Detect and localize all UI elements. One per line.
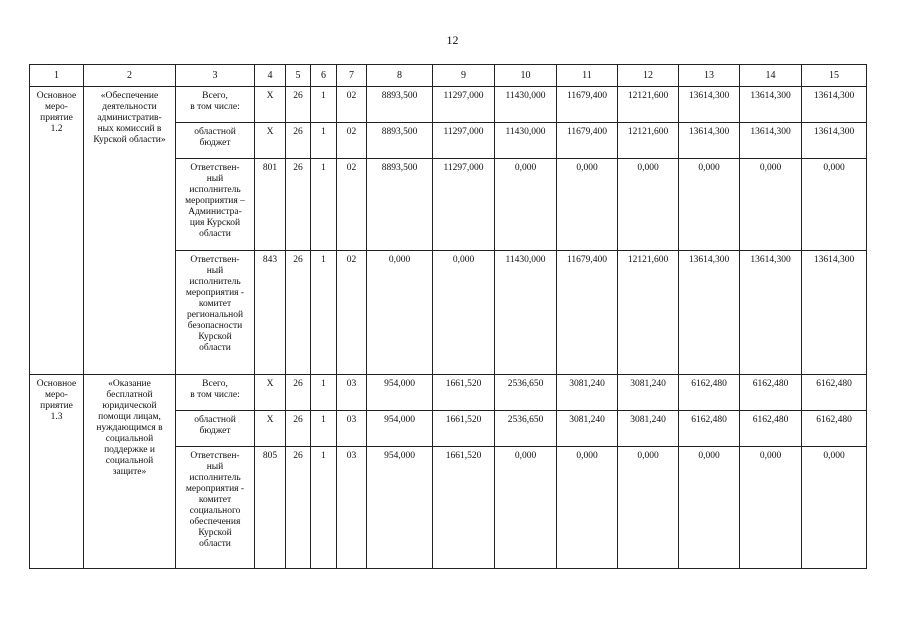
- event-name-cell-line: административ-: [97, 113, 162, 123]
- event-number-cell-line: меро-: [45, 102, 68, 112]
- amount-cell: 11430,000: [495, 123, 557, 159]
- funding-source-cell-line: области: [199, 539, 231, 549]
- event-name-cell-line: социальной: [105, 456, 154, 466]
- grbs-code-cell: 843: [255, 251, 286, 375]
- event-name-cell-line: ных комиссий в: [97, 124, 162, 134]
- amount-cell: 13614,300: [679, 123, 740, 159]
- event-number-cell-line: меро-: [45, 390, 68, 400]
- amount-cell: 8893,500: [367, 87, 433, 123]
- event-number-cell: [30, 375, 84, 569]
- amount-cell: 3081,240: [618, 375, 679, 411]
- amount-cell: 11679,400: [557, 251, 618, 375]
- column-number: 14: [740, 65, 802, 87]
- amount-cell: 8893,500: [367, 123, 433, 159]
- funding-source-cell-line: Ответствен-: [190, 163, 240, 173]
- article-code-cell: 03: [337, 411, 367, 447]
- funding-source-cell: [176, 87, 255, 123]
- funding-source-cell-line: исполнитель: [189, 185, 241, 195]
- funding-source-cell: [176, 123, 255, 159]
- event-name-cell-line: юридической: [102, 401, 157, 411]
- funding-source-cell-line: ный: [206, 174, 224, 184]
- funding-source-cell-line: исполнитель: [189, 277, 241, 287]
- amount-cell: 11430,000: [495, 87, 557, 123]
- funding-source-cell-line: в том числе:: [190, 390, 240, 400]
- amount-cell: 0,000: [679, 447, 740, 569]
- funding-source-cell: [176, 251, 255, 375]
- column-number: 11: [557, 65, 618, 87]
- amount-cell: 11679,400: [557, 87, 618, 123]
- column-number: 7: [337, 65, 367, 87]
- event-name-cell-line: «Обеспечение: [100, 91, 159, 101]
- event-name-cell-line: бесплатной: [106, 390, 153, 400]
- funding-source-cell-line: ный: [206, 462, 224, 472]
- amount-cell: 8893,500: [367, 159, 433, 251]
- section-code-cell: 26: [286, 375, 311, 411]
- section-code-cell: 26: [286, 447, 311, 569]
- funding-source-cell: [176, 159, 255, 251]
- funding-source-cell-line: ный: [206, 266, 224, 276]
- column-number: 9: [433, 65, 495, 87]
- amount-cell: 6162,480: [740, 375, 802, 411]
- column-number-row: [30, 65, 867, 87]
- article-code-cell: 02: [337, 87, 367, 123]
- funding-source-cell-line: области: [199, 229, 231, 239]
- amount-cell: 0,000: [740, 447, 802, 569]
- amount-cell: 6162,480: [679, 375, 740, 411]
- amount-cell: 1661,520: [433, 375, 495, 411]
- funding-source-cell-line: обеспечения: [189, 517, 241, 527]
- grbs-code-cell: 801: [255, 159, 286, 251]
- amount-cell: 13614,300: [740, 251, 802, 375]
- amount-cell: 1661,520: [433, 447, 495, 569]
- amount-cell: 11297,000: [433, 123, 495, 159]
- event-name-cell: [84, 87, 176, 375]
- budget-table: [29, 64, 867, 569]
- amount-cell: 12121,600: [618, 251, 679, 375]
- event-name-cell-line: социальной: [105, 434, 154, 444]
- amount-cell: 2536,650: [495, 375, 557, 411]
- funding-source-cell-line: областной: [194, 415, 236, 425]
- column-number: 13: [679, 65, 740, 87]
- amount-cell: 12121,600: [618, 87, 679, 123]
- event-name-cell-line: Курской области»: [93, 135, 166, 145]
- event-name-cell-line: поддержке и: [104, 445, 155, 455]
- funding-source-cell-line: Курской: [198, 528, 232, 538]
- column-number: 15: [802, 65, 867, 87]
- amount-cell: 6162,480: [802, 375, 867, 411]
- funding-source-cell-line: Ответствен-: [190, 451, 240, 461]
- section-code-cell: 26: [286, 251, 311, 375]
- article-code-cell: 02: [337, 123, 367, 159]
- column-number: 10: [495, 65, 557, 87]
- column-number: 3: [176, 65, 255, 87]
- amount-cell: 0,000: [367, 251, 433, 375]
- funding-source-cell-line: Ответствен-: [190, 255, 240, 265]
- subsection-code-cell: 1: [311, 411, 337, 447]
- amount-cell: 11679,400: [557, 123, 618, 159]
- event-name-cell-line: «Оказание: [108, 379, 151, 389]
- amount-cell: 13614,300: [740, 123, 802, 159]
- event-number-cell-line: Основное: [36, 379, 77, 389]
- amount-cell: 3081,240: [557, 375, 618, 411]
- event-number-cell-line: приятие: [40, 401, 73, 411]
- event-name-cell-line: деятельности: [102, 102, 157, 112]
- amount-cell: 3081,240: [618, 411, 679, 447]
- amount-cell: 6162,480: [679, 411, 740, 447]
- amount-cell: 0,000: [802, 447, 867, 569]
- section-code-cell: 26: [286, 159, 311, 251]
- subsection-code-cell: 1: [311, 159, 337, 251]
- funding-source-cell-line: социального: [189, 506, 241, 516]
- event-number-cell-line: Основное: [36, 91, 77, 101]
- grbs-code-cell: Х: [255, 375, 286, 411]
- funding-source-cell-line: Администра-: [188, 207, 242, 217]
- article-code-cell: 03: [337, 375, 367, 411]
- column-number: 6: [311, 65, 337, 87]
- funding-source-cell-line: мероприятия -: [185, 484, 245, 494]
- funding-source-cell-line: исполнитель: [189, 473, 241, 483]
- amount-cell: 0,000: [433, 251, 495, 375]
- article-code-cell: 02: [337, 251, 367, 375]
- amount-cell: 954,000: [367, 411, 433, 447]
- event-number-cell-line: 1.3: [50, 412, 63, 422]
- funding-source-cell: [176, 447, 255, 569]
- funding-source-cell-line: безопасности: [187, 321, 243, 331]
- event-name-cell-line: защите»: [112, 467, 147, 477]
- funding-source-cell-line: мероприятия –: [185, 196, 245, 206]
- amount-cell: 0,000: [495, 159, 557, 251]
- funding-source-cell-line: Всего,: [202, 379, 228, 389]
- event-name-cell-line: помощи лицам,: [98, 412, 161, 422]
- amount-cell: 6162,480: [740, 411, 802, 447]
- event-name-cell: [84, 375, 176, 569]
- amount-cell: 954,000: [367, 447, 433, 569]
- grbs-code-cell: Х: [255, 411, 286, 447]
- funding-source-cell-line: комитет: [198, 299, 232, 309]
- amount-cell: 12121,600: [618, 123, 679, 159]
- funding-source-cell-line: области: [199, 343, 231, 353]
- amount-cell: 0,000: [740, 159, 802, 251]
- amount-cell: 13614,300: [802, 251, 867, 375]
- amount-cell: 3081,240: [557, 411, 618, 447]
- section-code-cell: 26: [286, 87, 311, 123]
- amount-cell: 13614,300: [802, 123, 867, 159]
- funding-source-cell-line: Курской: [198, 332, 232, 342]
- column-number: 1: [30, 65, 84, 87]
- amount-cell: 1661,520: [433, 411, 495, 447]
- funding-source-cell-line: комитет: [198, 495, 232, 505]
- amount-cell: 0,000: [495, 447, 557, 569]
- funding-source-cell-line: ция Курской: [189, 218, 241, 228]
- funding-source-cell-line: мероприятия -: [185, 288, 245, 298]
- column-number: 2: [84, 65, 176, 87]
- amount-cell: 0,000: [679, 159, 740, 251]
- amount-cell: 13614,300: [679, 87, 740, 123]
- column-number: 4: [255, 65, 286, 87]
- funding-source-cell-line: в том числе:: [190, 102, 240, 112]
- funding-source-cell: [176, 411, 255, 447]
- grbs-code-cell: 805: [255, 447, 286, 569]
- subsection-code-cell: 1: [311, 447, 337, 569]
- funding-source-cell-line: областной: [194, 127, 236, 137]
- table-row: [30, 87, 867, 123]
- subsection-code-cell: 1: [311, 251, 337, 375]
- funding-source-cell-line: бюджет: [199, 138, 231, 148]
- section-code-cell: 26: [286, 123, 311, 159]
- column-number: 8: [367, 65, 433, 87]
- funding-source-cell: [176, 375, 255, 411]
- subsection-code-cell: 1: [311, 123, 337, 159]
- grbs-code-cell: Х: [255, 123, 286, 159]
- funding-source-cell-line: региональной: [186, 310, 244, 320]
- grbs-code-cell: Х: [255, 87, 286, 123]
- page-number: 12: [446, 33, 459, 47]
- amount-cell: 11297,000: [433, 159, 495, 251]
- amount-cell: 13614,300: [802, 87, 867, 123]
- event-name-cell-line: нуждающимся в: [96, 423, 163, 433]
- amount-cell: 13614,300: [740, 87, 802, 123]
- funding-source-cell-line: бюджет: [199, 426, 231, 436]
- amount-cell: 954,000: [367, 375, 433, 411]
- subsection-code-cell: 1: [311, 87, 337, 123]
- amount-cell: 0,000: [802, 159, 867, 251]
- funding-source-cell-line: Всего,: [202, 91, 228, 101]
- amount-cell: 13614,300: [679, 251, 740, 375]
- event-number-cell-line: приятие: [40, 113, 73, 123]
- subsection-code-cell: 1: [311, 375, 337, 411]
- table-row: [30, 375, 867, 411]
- column-number: 12: [618, 65, 679, 87]
- amount-cell: 0,000: [618, 159, 679, 251]
- article-code-cell: 02: [337, 159, 367, 251]
- section-code-cell: 26: [286, 411, 311, 447]
- amount-cell: 0,000: [557, 447, 618, 569]
- event-number-cell: [30, 87, 84, 375]
- amount-cell: 11430,000: [495, 251, 557, 375]
- amount-cell: 0,000: [557, 159, 618, 251]
- amount-cell: 0,000: [618, 447, 679, 569]
- article-code-cell: 03: [337, 447, 367, 569]
- amount-cell: 6162,480: [802, 411, 867, 447]
- column-number: 5: [286, 65, 311, 87]
- amount-cell: 2536,650: [495, 411, 557, 447]
- event-number-cell-line: 1.2: [50, 124, 63, 134]
- amount-cell: 11297,000: [433, 87, 495, 123]
